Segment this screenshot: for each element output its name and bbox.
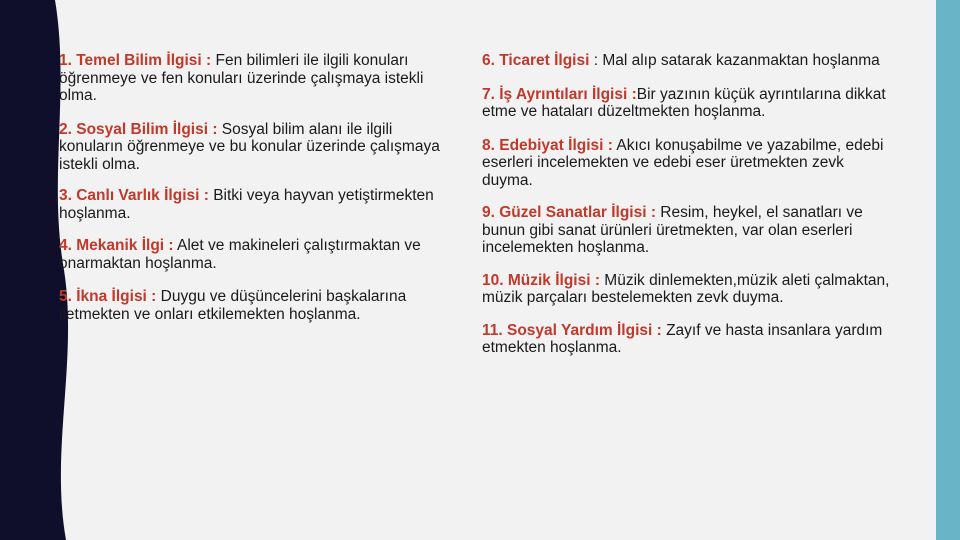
- item-label: 6. Ticaret İlgisi: [482, 52, 590, 69]
- item-label: 1. Temel Bilim İlgisi :: [59, 52, 212, 69]
- item-label: 4. Mekanik İlgi :: [59, 237, 174, 254]
- item-text: Sosyal bilim alanı ile ilgili konuların öğrenmeye ve bu konular üzerinde çalışmaya istekli olma.: [59, 120, 440, 173]
- list-item: [482, 52, 892, 70]
- item-text: : Mal alıp satarak kazanmaktan hoşlanma: [589, 52, 880, 69]
- item-text: Bitki veya hayvan yetiştirmekten hoşlanma.: [59, 187, 434, 222]
- list-item: [59, 288, 459, 323]
- list-item: [482, 86, 892, 121]
- list-item: [59, 187, 459, 222]
- item-text: Resim, heykel, el sanatları ve bunun gibi sanat ürünleri üretmekten, var olan eserleri incelemekten hoşlanma.: [482, 204, 863, 256]
- item-text: Zayıf ve hasta insanlara yardım etmekten hoşlanma.: [482, 321, 883, 356]
- item-text: Fen bilimleri ile ilgili konuları öğrenmeye ve fen konuları üzerinde çalışmaya istekli olma.: [59, 52, 424, 104]
- list-item: [59, 121, 459, 174]
- item-text: Müzik dinlemekten,müzik aleti çalmaktan, müzik parçaları bestelemekten zevk duyma.: [482, 271, 890, 306]
- item-label: 5. İkna İlgisi :: [59, 288, 157, 305]
- left-column: [59, 52, 459, 323]
- item-label: 8. Edebiyat İlgisi :: [482, 136, 613, 154]
- right-column: [482, 52, 892, 357]
- item-label: 3. Canlı Varlık İlgisi :: [59, 187, 209, 204]
- list-item: [59, 237, 459, 272]
- item-text: Alet ve makineleri çalıştırmaktan ve onarmaktan hoşlanma.: [59, 237, 421, 272]
- list-item: [482, 137, 892, 190]
- item-label: 7. İş Ayrıntıları İlgisi :: [482, 85, 637, 103]
- list-item: [482, 204, 892, 257]
- item-label: 2. Sosyal Bilim İlgisi :: [59, 120, 218, 138]
- item-text: Duygu ve düşüncelerini başkalarına iletmekten ve onları etkilemekten hoşlanma.: [59, 288, 407, 323]
- right-accent-band: [936, 0, 960, 540]
- list-item: [482, 272, 892, 307]
- item-text: Akıcı konuşabilme ve yazabilme, edebi eserleri incelemekten ve edebi eser üretmekten zevk duyma.: [482, 136, 884, 189]
- item-label: 9. Güzel Sanatlar İlgisi :: [482, 204, 656, 221]
- item-label: 11. Sosyal Yardım İlgisi :: [482, 321, 662, 339]
- list-item: [59, 52, 459, 105]
- list-item: [482, 322, 892, 357]
- item-label: 10. Müzik İlgisi :: [482, 271, 600, 289]
- item-text: Bir yazının küçük ayrıntılarına dikkat etme ve hataları düzeltmekten hoşlanma.: [482, 85, 886, 120]
